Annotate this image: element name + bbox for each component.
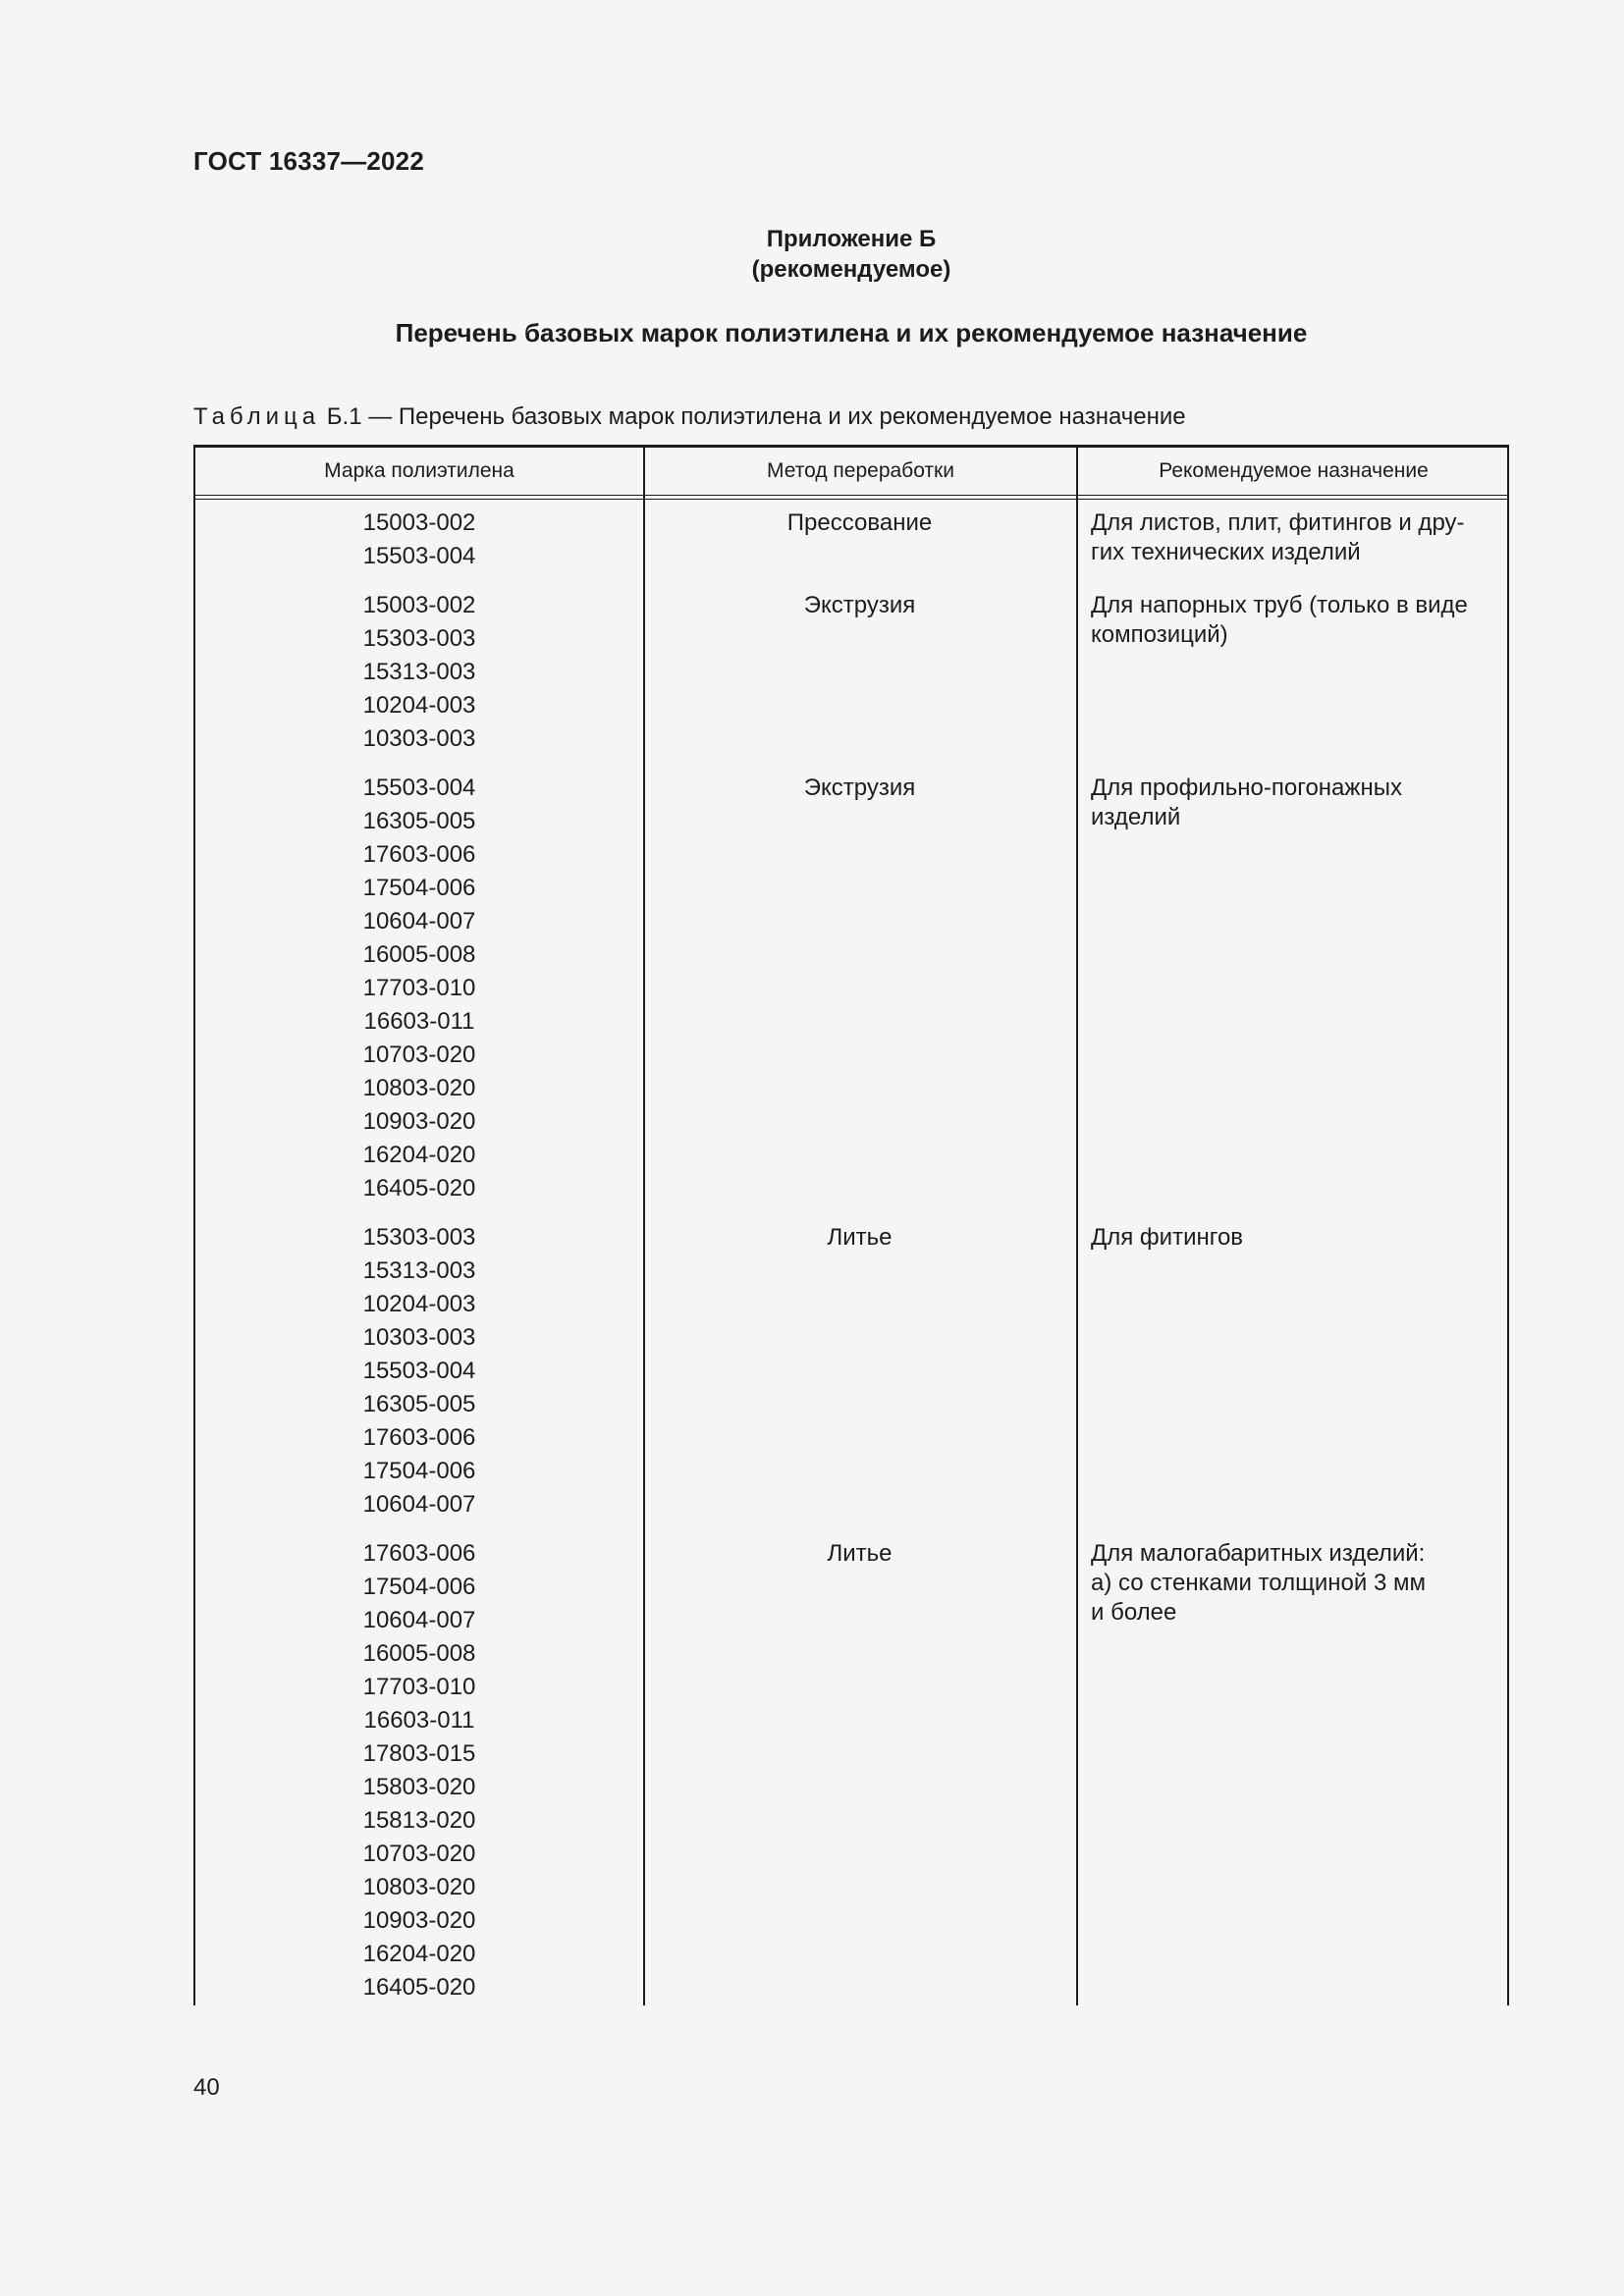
grades-table <box>193 445 1509 2005</box>
grade-cell <box>195 1221 643 1522</box>
grade-code: 16204-020 <box>362 1941 476 1967</box>
method-cell: Экструзия <box>803 774 916 801</box>
table-caption-text: Б.1 — Перечень базовых марок полиэтилена и их рекомендуемое назначение <box>320 403 1186 430</box>
grade-code: 17703-010 <box>362 975 476 1001</box>
purpose-line: композиций) <box>1091 621 1228 648</box>
method-cell: Литье <box>827 1540 893 1567</box>
purpose-line: Для профильно-погонажных <box>1091 774 1402 801</box>
grade-code: 10204-003 <box>362 1291 476 1317</box>
grade-code: 16005-008 <box>362 941 476 968</box>
grade-cell <box>195 507 643 573</box>
grade-code: 16603-011 <box>363 1707 475 1734</box>
page-number: 40 <box>193 2074 220 2101</box>
purpose-cell <box>1076 772 1503 1205</box>
grade-code: 15813-020 <box>362 1807 476 1834</box>
header-grade: Марка полиэтилена <box>324 459 514 482</box>
table-row <box>195 589 1507 756</box>
grade-code: 10604-007 <box>362 1491 476 1518</box>
appendix-status: (рекомендуемое) <box>751 256 951 283</box>
purpose-cell <box>1076 507 1503 573</box>
table-row <box>195 1221 1507 1522</box>
purpose-cell <box>1076 589 1503 756</box>
header-method: Метод переработки <box>767 459 954 482</box>
table-body <box>195 507 1507 2020</box>
grade-code: 10303-003 <box>362 1324 476 1351</box>
grade-code: 17603-006 <box>362 841 476 868</box>
table-row <box>195 1537 1507 2004</box>
grade-code: 16305-005 <box>362 808 476 834</box>
purpose-line: Для листов, плит, фитингов и дру- <box>1091 509 1465 536</box>
table-header <box>195 448 1507 496</box>
grade-code: 16603-011 <box>363 1008 475 1035</box>
table-row <box>195 507 1507 573</box>
purpose-line: гих технических изделий <box>1091 539 1361 565</box>
grade-code: 10604-007 <box>362 908 476 934</box>
grade-code: 15303-003 <box>362 1224 476 1251</box>
table-caption <box>193 403 1186 431</box>
method-cell: Литье <box>827 1224 893 1251</box>
grade-code: 17504-006 <box>362 1458 476 1484</box>
purpose-line: и более <box>1091 1599 1177 1626</box>
grade-code: 17504-006 <box>362 875 476 901</box>
grade-code: 17703-010 <box>362 1674 476 1700</box>
grade-code: 15313-003 <box>362 1257 476 1284</box>
header-purpose: Рекомендуемое назначение <box>1159 459 1429 482</box>
grade-code: 16405-020 <box>362 1974 476 2001</box>
grade-code: 15503-004 <box>362 774 476 801</box>
purpose-line: Для фитингов <box>1091 1224 1244 1251</box>
grade-code: 17504-006 <box>362 1574 476 1600</box>
table-caption-label: Таблица <box>193 403 321 430</box>
grade-code: 10703-020 <box>362 1041 476 1068</box>
grade-code: 15303-003 <box>362 625 476 652</box>
document-id: ГОСТ 16337—2022 <box>193 146 424 176</box>
grade-code: 15313-003 <box>362 659 476 685</box>
purpose-cell <box>1076 1537 1503 2004</box>
grade-code: 10803-020 <box>362 1874 476 1900</box>
grade-code: 10903-020 <box>362 1108 476 1135</box>
purpose-line: изделий <box>1091 804 1181 830</box>
grade-code: 16305-005 <box>362 1391 476 1417</box>
grade-cell <box>195 589 643 756</box>
purpose-line: а) со стенками толщиной 3 мм <box>1091 1570 1426 1596</box>
table-row <box>195 772 1507 1205</box>
purpose-line: Для напорных труб (только в виде <box>1091 592 1468 618</box>
grade-code: 10604-007 <box>362 1607 476 1633</box>
grade-code: 17803-015 <box>362 1740 476 1767</box>
grade-code: 17603-006 <box>362 1540 476 1567</box>
grade-code: 15503-004 <box>362 1358 476 1384</box>
appendix-title: Приложение Б <box>766 226 937 252</box>
grade-code: 16204-020 <box>362 1142 476 1168</box>
grade-cell <box>195 1537 643 2004</box>
method-cell: Прессование <box>786 509 933 536</box>
grade-code: 17603-006 <box>362 1424 476 1451</box>
purpose-line: Для малогабаритных изделий: <box>1091 1540 1426 1567</box>
grade-cell <box>195 772 643 1205</box>
method-cell: Экструзия <box>803 592 916 618</box>
grade-code: 10803-020 <box>362 1075 476 1101</box>
grade-code: 15003-002 <box>362 509 476 536</box>
grade-code: 16005-008 <box>362 1640 476 1667</box>
grade-code: 10303-003 <box>362 725 476 752</box>
grade-code: 16405-020 <box>362 1175 476 1201</box>
grade-code: 15803-020 <box>362 1774 476 1800</box>
grade-code: 10703-020 <box>362 1841 476 1867</box>
grade-code: 10903-020 <box>362 1907 476 1934</box>
purpose-cell <box>1076 1221 1503 1522</box>
grade-code: 15503-004 <box>362 543 476 569</box>
grade-code: 15003-002 <box>362 592 476 618</box>
grade-code: 10204-003 <box>362 692 476 719</box>
main-title: Перечень базовых марок полиэтилена и их рекомендуемое назначение <box>395 318 1308 347</box>
